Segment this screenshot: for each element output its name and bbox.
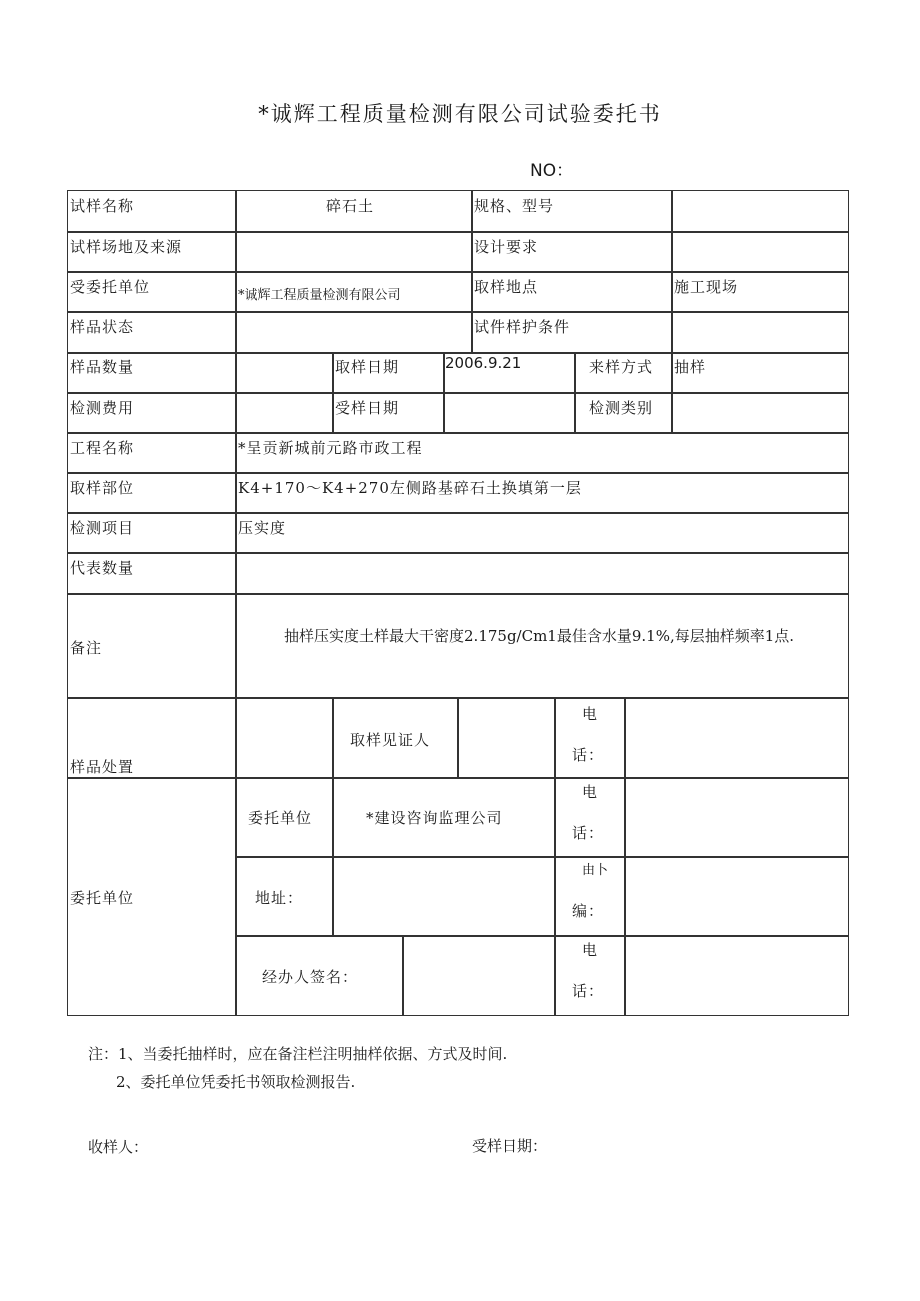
label-entrust-unit: 委托单位 bbox=[70, 889, 135, 907]
label-sampling-place: 取样地点 bbox=[474, 278, 539, 296]
label-sample-site-source: 试样场地及来源 bbox=[70, 238, 183, 256]
cell bbox=[235, 231, 473, 273]
document-title: *诚辉工程质量检测有限公司试验委托书 bbox=[258, 102, 662, 126]
note-1: 注：1、当委托抽样时，应在备注栏注明抽样依据、方式及时间. bbox=[88, 1045, 508, 1063]
value-sampling-place: 施工现场 bbox=[674, 278, 739, 296]
label-sampling-part: 取样部位 bbox=[70, 479, 135, 497]
label-received-date: 受样日期 bbox=[335, 399, 400, 417]
cell bbox=[624, 935, 849, 1016]
label-witness: 取样见证人 bbox=[350, 731, 431, 749]
label-sample-quantity: 样品数量 bbox=[70, 358, 135, 376]
value-sample-name: 碎石土 bbox=[326, 197, 375, 215]
cell bbox=[443, 392, 576, 434]
label-spec-model: 规格、型号 bbox=[474, 197, 555, 215]
label-client-unit: 受委托单位 bbox=[70, 278, 151, 296]
label-receiver: 收样人： bbox=[88, 1138, 149, 1156]
label-sample-state: 样品状态 bbox=[70, 318, 135, 336]
label-address: 地址： bbox=[255, 889, 304, 907]
cell bbox=[671, 311, 849, 354]
value-sampling-part: K4+170～K4+270左侧路基碎石土换填第一层 bbox=[238, 479, 582, 497]
label-tel-top: 电 bbox=[582, 941, 599, 959]
label-test-item: 检测项目 bbox=[70, 519, 135, 537]
cell bbox=[624, 856, 849, 937]
label-curing-condition: 试件样护条件 bbox=[474, 318, 571, 336]
label-test-category: 检测类别 bbox=[589, 399, 654, 417]
label-tel-top: 电 bbox=[582, 783, 599, 801]
value-sampling-date: 2006.9.21 bbox=[445, 354, 522, 372]
cell bbox=[235, 392, 334, 434]
cell bbox=[332, 856, 556, 937]
label-tel-bottom: 话： bbox=[572, 824, 605, 842]
value-entrust-unit: *建设咨询监理公司 bbox=[366, 809, 503, 827]
document-number-label: NO： bbox=[530, 161, 574, 181]
label-sample-disposal: 样品处置 bbox=[70, 758, 135, 776]
cell bbox=[624, 777, 849, 858]
label-received-date-footer: 受样日期： bbox=[472, 1137, 548, 1155]
cell bbox=[235, 697, 334, 779]
cell bbox=[235, 311, 473, 354]
label-sample-name: 试样名称 bbox=[70, 197, 135, 215]
cell bbox=[235, 552, 849, 595]
value-remarks: 抽样压实度土样最大干密度2.175g/Cm1最佳含水量9.1%,每层抽样频率1点. bbox=[284, 627, 795, 645]
value-project-name: *呈贡新城前元路市政工程 bbox=[238, 439, 423, 457]
label-sampling-method: 来样方式 bbox=[589, 358, 654, 376]
value-test-item: 压实度 bbox=[238, 519, 287, 537]
cell bbox=[671, 190, 849, 233]
cell bbox=[402, 935, 556, 1016]
label-tel-top: 电 bbox=[582, 705, 599, 723]
cell bbox=[671, 392, 849, 434]
cell bbox=[457, 697, 556, 779]
cell bbox=[235, 512, 849, 554]
label-project-name: 工程名称 bbox=[70, 439, 135, 457]
label-remarks: 备注 bbox=[70, 639, 103, 657]
label-test-fee: 检测费用 bbox=[70, 399, 135, 417]
note-2: 2、委托单位凭委托书领取检测报告. bbox=[116, 1073, 356, 1091]
label-zip-bottom: 编： bbox=[572, 902, 605, 920]
label-design-requirement: 设计要求 bbox=[474, 238, 539, 256]
label-tel-bottom: 话： bbox=[572, 982, 605, 1000]
cell bbox=[624, 697, 849, 779]
cell bbox=[671, 231, 849, 273]
value-sampling-method: 抽样 bbox=[674, 358, 707, 376]
label-zip-top: 由卜 bbox=[582, 863, 609, 878]
label-tel-bottom: 话： bbox=[572, 746, 605, 764]
label-handler-signature: 经办人签名： bbox=[262, 968, 359, 986]
value-client-unit: *诚辉工程质量检测有限公司 bbox=[238, 288, 401, 303]
label-sampling-date: 取样日期 bbox=[335, 358, 400, 376]
label-represent-quantity: 代表数量 bbox=[70, 559, 135, 577]
label-entrust-unit-inner: 委托单位 bbox=[248, 809, 313, 827]
cell bbox=[235, 352, 334, 394]
